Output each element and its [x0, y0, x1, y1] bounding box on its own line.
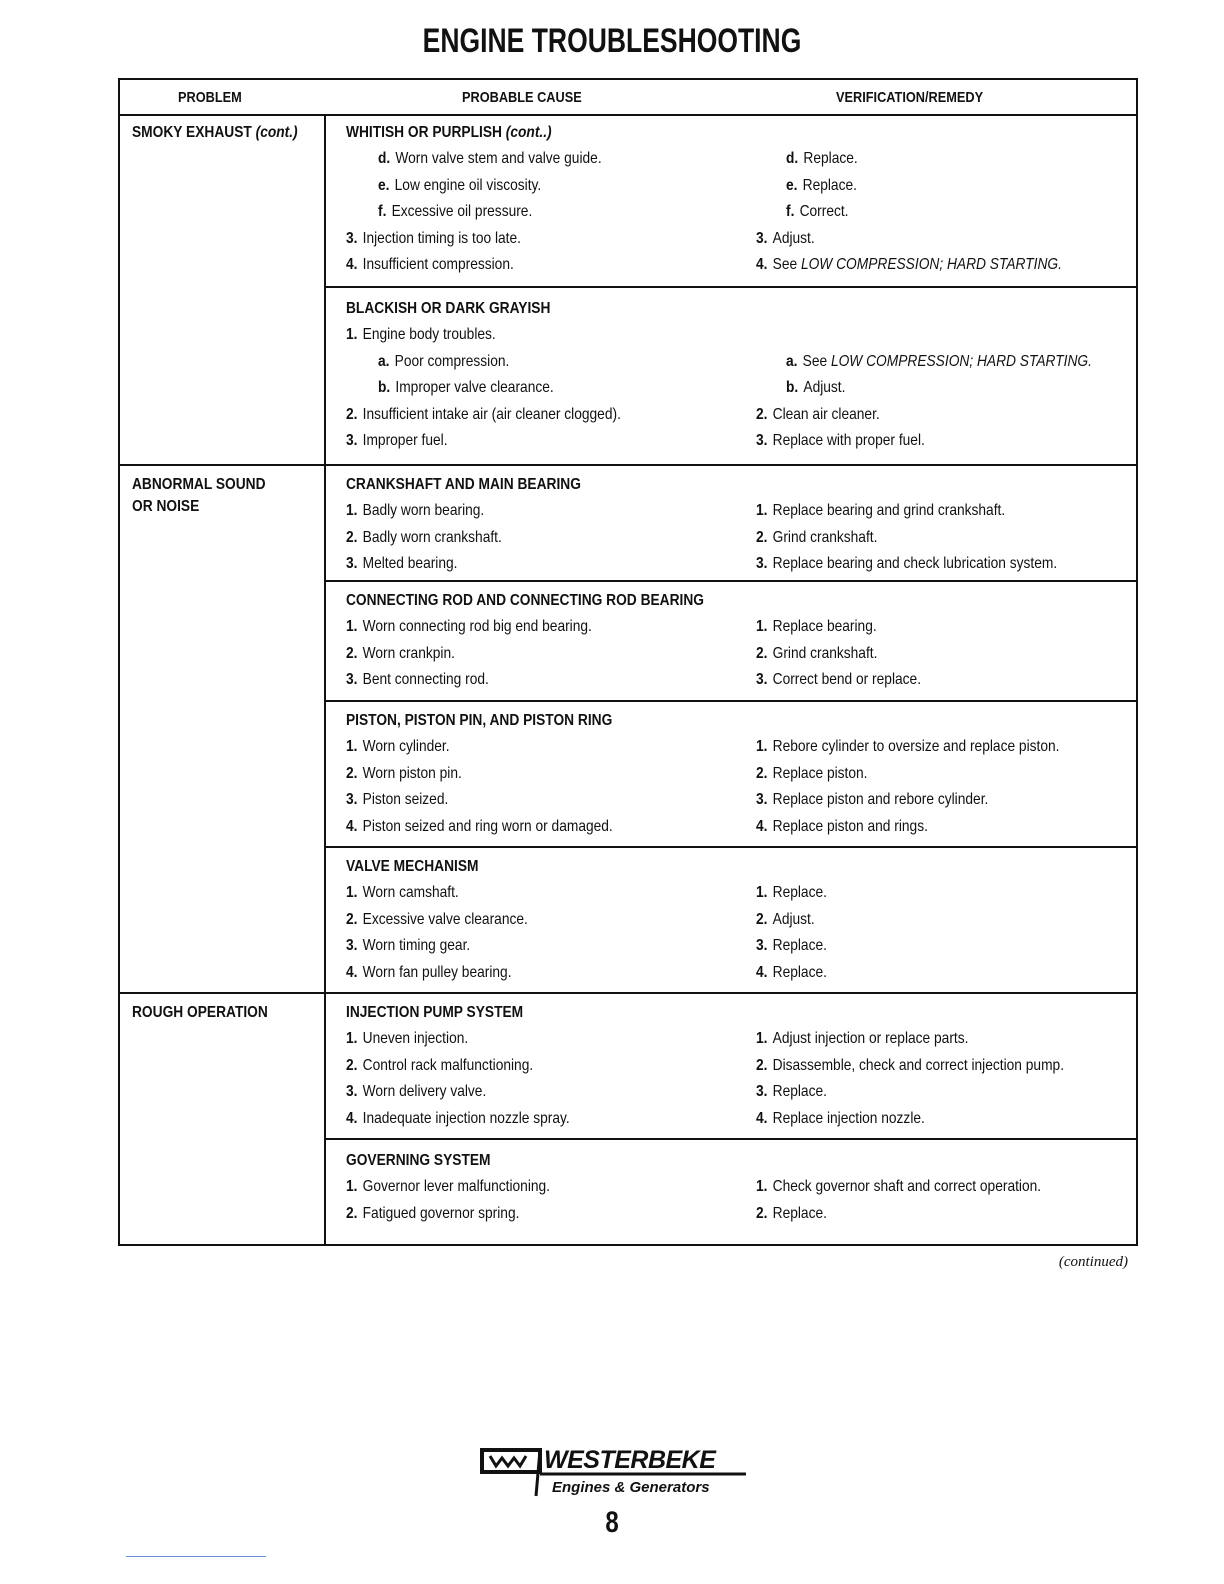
table-row: a. Poor compression. a. See LOW COMPRESSION; HARD STARTING.	[378, 352, 1092, 370]
table-row: 4. Inadequate injection nozzle spray. 4. Replace injection nozzle.	[346, 1109, 925, 1127]
table-row: 3. Worn timing gear. 3. Replace.	[346, 937, 827, 955]
westerbeke-logo	[480, 1446, 750, 1502]
table-row: 2. Badly worn crankshaft. 2. Grind crankshaft.	[346, 528, 878, 546]
table-row: 1. Engine body troubles.	[346, 326, 496, 343]
header-cause: PROBABLE CAUSE	[462, 89, 582, 106]
table-row: 1. Worn camshaft. 1. Replace.	[346, 884, 827, 901]
cause-section	[346, 1148, 1126, 1227]
section-title: GOVERNING SYSTEM	[346, 1152, 491, 1169]
section-title: CRANKSHAFT AND MAIN BEARING	[346, 476, 581, 493]
brand-tagline: Engines & Generators	[552, 1479, 710, 1496]
problem-smoky-exhaust: SMOKY EXHAUST (cont.)	[132, 124, 298, 141]
table-row: 4. Worn fan pulley bearing. 4. Replace.	[346, 963, 827, 981]
table-row: 2. Excessive valve clearance. 2. Adjust.	[346, 910, 815, 928]
section-title: WHITISH OR PURPLISH (cont..)	[346, 124, 552, 141]
table-row: 3. Melted bearing. 3. Replace bearing and check lubrication system.	[346, 555, 1058, 573]
cause-section	[346, 120, 1126, 279]
section-title: VALVE MECHANISM	[346, 858, 479, 875]
table-row: 3. Worn delivery valve. 3. Replace.	[346, 1083, 827, 1101]
table-row: 2. Worn crankpin. 2. Grind crankshaft.	[346, 644, 878, 662]
table-row: 2. Insufficient intake air (air cleaner clogged). 2. Clean air cleaner.	[346, 405, 880, 423]
header-remedy: VERIFICATION/REMEDY	[836, 89, 984, 106]
cause-section	[346, 1000, 1126, 1132]
table-row: 3. Injection timing is too late. 3. Adjust.	[346, 229, 815, 247]
section-title: CONNECTING ROD AND CONNECTING ROD BEARING	[346, 592, 705, 609]
page-title: ENGINE TROUBLESHOOTING	[422, 22, 802, 60]
table-row: d. Worn valve stem and valve guide. d. Replace.	[378, 150, 858, 167]
cause-section	[346, 588, 1126, 694]
table-row: 3. Piston seized. 3. Replace piston and rebore cylinder.	[346, 791, 989, 809]
table-row: 1. Worn cylinder. 1. Rebore cylinder to oversize and replace piston.	[346, 738, 1060, 755]
section-divider	[324, 1138, 1136, 1140]
section-title: INJECTION PUMP SYSTEM	[346, 1004, 524, 1021]
cause-section	[346, 708, 1126, 840]
table-row: 2. Fatigued governor spring. 2. Replace.	[346, 1204, 827, 1222]
table-row: 2. Worn piston pin. 2. Replace piston.	[346, 764, 868, 782]
section-title: BLACKISH OR DARK GRAYISH	[346, 300, 551, 317]
table-row: 1. Badly worn bearing. 1. Replace bearing and grind crankshaft.	[346, 502, 1006, 519]
table-row: f. Excessive oil pressure. f. Correct.	[378, 203, 849, 221]
cause-section	[346, 472, 1126, 578]
table-header	[120, 80, 1136, 116]
problem-divider	[120, 992, 1136, 994]
table-row: 3. Improper fuel. 3. Replace with proper fuel.	[346, 432, 925, 450]
troubleshooting-table	[118, 78, 1138, 1246]
table-row: 1. Worn connecting rod big end bearing. 1. Replace bearing.	[346, 618, 877, 635]
section-title: PISTON, PISTON PIN, AND PISTON RING	[346, 712, 613, 729]
section-divider	[324, 286, 1136, 288]
section-divider	[324, 700, 1136, 702]
continued-note: (continued)	[1058, 1254, 1128, 1270]
table-row: 4. Piston seized and ring worn or damaged. 4. Replace piston and rings.	[346, 817, 928, 835]
page-number: 8	[605, 1506, 619, 1539]
header-problem: PROBLEM	[178, 89, 242, 106]
table-row: 1. Governor lever malfunctioning. 1. Check governor shaft and correct operation.	[346, 1178, 1042, 1195]
table-row: e. Low engine oil viscosity. e. Replace.	[378, 176, 857, 194]
section-divider	[324, 580, 1136, 582]
table-row: 4. Insufficient compression. 4. See LOW COMPRESSION; HARD STARTING.	[346, 256, 1062, 274]
divider	[126, 1556, 266, 1557]
cause-section	[346, 854, 1126, 986]
section-divider	[324, 846, 1136, 848]
problem-abnormal-sound: ABNORMAL SOUND OR NOISE	[132, 476, 266, 515]
table-row: 2. Control rack malfunctioning. 2. Disassemble, check and correct injection pump.	[346, 1056, 1065, 1074]
problem-rough-operation: ROUGH OPERATION	[132, 1004, 268, 1021]
cause-section	[346, 296, 1126, 455]
table-row: 3. Bent connecting rod. 3. Correct bend or replace.	[346, 671, 922, 689]
table-row: b. Improper valve clearance. b. Adjust.	[378, 379, 846, 397]
brand-name: WESTERBEKE	[544, 1446, 716, 1474]
table-row: 1. Uneven injection. 1. Adjust injection or replace parts.	[346, 1030, 969, 1047]
problem-divider	[120, 464, 1136, 466]
